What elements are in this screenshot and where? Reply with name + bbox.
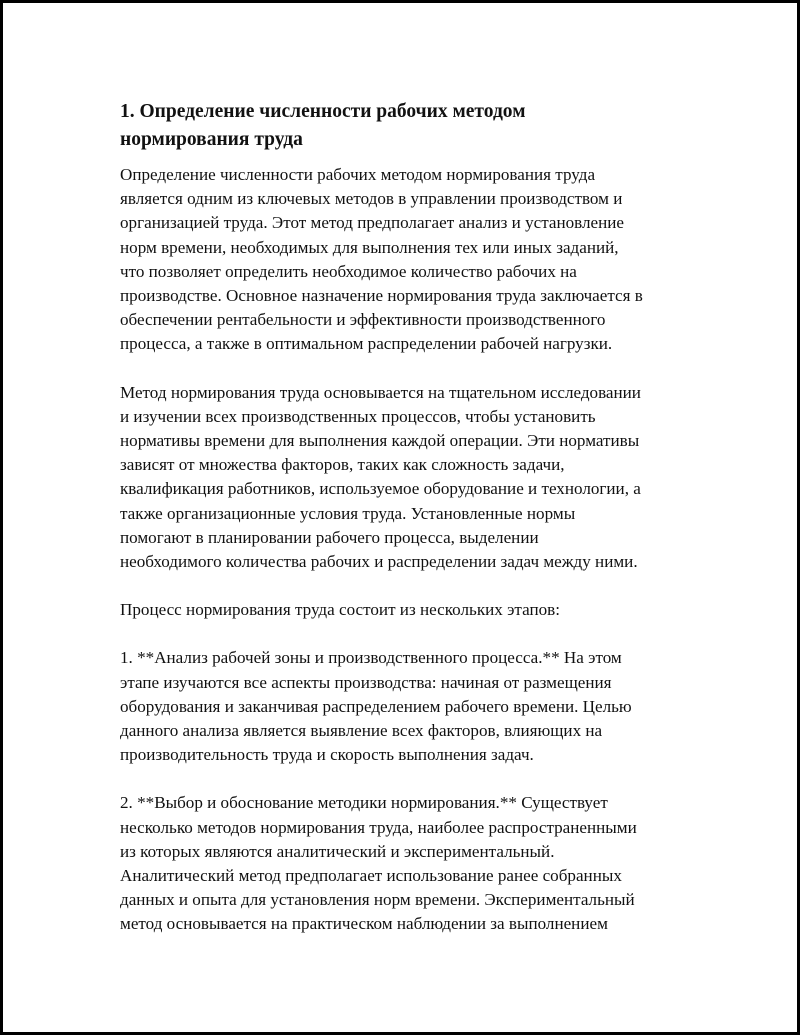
document-body	[120, 98, 695, 961]
text-line: является одним из ключевых методов в управлении производством и	[120, 189, 623, 209]
text-line: 2. **Выбор и обоснование методики нормирования.** Существует	[120, 793, 608, 813]
text-line: Аналитический метод предполагает использование ранее собранных	[120, 866, 622, 886]
text-line: оборудования и заканчивая распределением рабочего времени. Целью	[120, 696, 632, 716]
text-line: несколько методов нормирования труда, наиболее распространенными	[120, 817, 637, 837]
text-line: Определение численности рабочих методом нормирования труда	[120, 165, 596, 184]
text-line: этапе изучаются все аспекты производства: начиная от размещения	[120, 672, 612, 692]
text-line: метод основывается на практическом наблюдении за выполнением	[120, 914, 608, 934]
text-line: Метод нормирования труда основывается на тщательном исследовании	[120, 382, 641, 402]
text-line: обеспечении рентабельности и эффективности производственного	[120, 310, 606, 330]
text-line: производительность труда и скорость выполнения задач.	[120, 745, 534, 765]
text-line: данных и опыта для установления норм времени. Экспериментальный	[120, 890, 635, 910]
heading-line: нормирования труда	[120, 129, 303, 150]
text-line: процесса, а также в оптимальном распределении рабочей нагрузки.	[120, 334, 613, 354]
text-line: необходимого количества рабочих и распределении задач между ними.	[120, 552, 638, 572]
text-line: из которых являются аналитический и экспериментальный.	[120, 841, 555, 861]
paragraph-stage-1	[120, 646, 695, 767]
text-line: квалификация работников, используемое оборудование и технологии, а	[120, 479, 641, 499]
text-line: данного анализа является выявление всех факторов, влияющих на	[120, 721, 603, 741]
text-line: зависят от множества факторов, таких как сложность задачи,	[120, 455, 565, 475]
paragraph-stage-2	[120, 791, 695, 936]
text-line: Процесс нормирования труда состоит из нескольких этапов:	[120, 600, 560, 620]
text-line: что позволяет определить необходимое количество рабочих на	[120, 261, 577, 281]
text-line: нормативы времени для выполнения каждой операции. Эти нормативы	[120, 431, 640, 451]
heading-line: 1. Определение численности рабочих методом	[120, 101, 526, 122]
text-line: и изучении всех производственных процессов, чтобы установить	[120, 406, 596, 426]
paragraph-method	[120, 381, 695, 575]
text-line: производстве. Основное назначение нормирования труда заключается в	[120, 286, 643, 306]
text-line: организацией труда. Этот метод предполагает анализ и установление	[120, 213, 625, 233]
paragraph-intro	[120, 163, 695, 357]
text-line: 1. **Анализ рабочей зоны и производственного процесса.** На этом	[120, 648, 622, 668]
paragraph-stages-intro	[120, 598, 695, 622]
text-line: помогают в планировании рабочего процесса, выделении	[120, 527, 539, 547]
section-heading	[120, 98, 695, 154]
text-line: также организационные условия труда. Установленные нормы	[120, 503, 576, 523]
text-line: норм времени, необходимых для выполнения тех или иных заданий,	[120, 237, 619, 257]
